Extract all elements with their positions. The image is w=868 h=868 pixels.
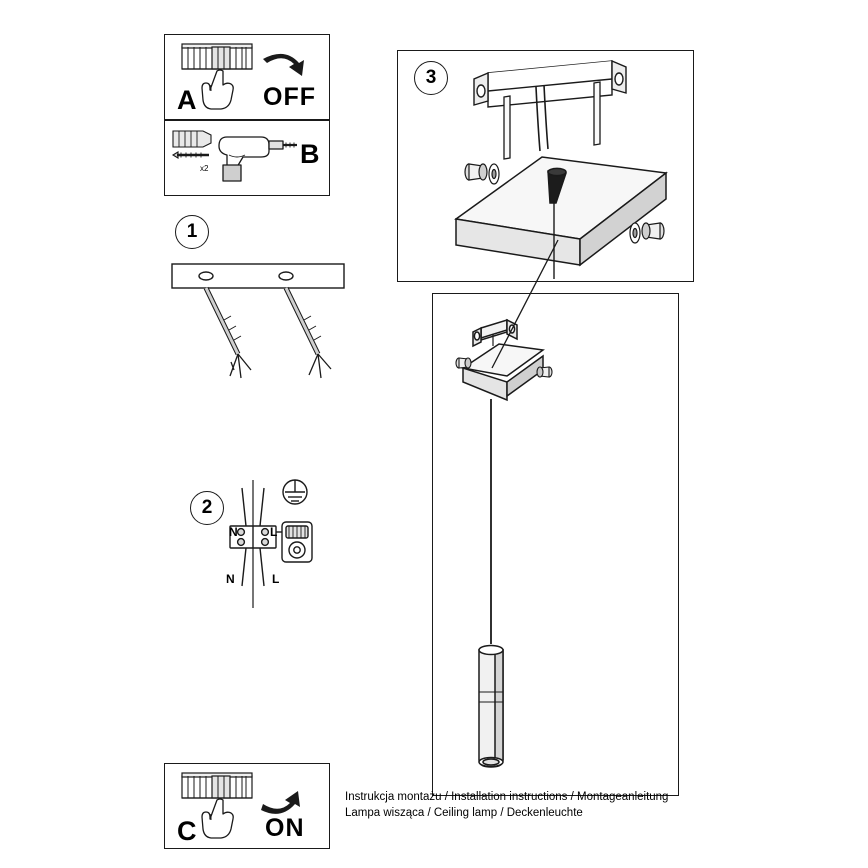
panel-a-action-label: OFF — [263, 83, 316, 111]
step-3-badge: 3 — [414, 61, 448, 95]
step-1-illustration — [168, 258, 408, 408]
panel-c-action-label: ON — [265, 814, 305, 842]
leader-line — [430, 230, 630, 390]
hand-icon — [202, 70, 233, 109]
mounting-bracket-icon — [474, 61, 626, 107]
lamp-cylinder-icon — [479, 646, 503, 768]
footer-line-2: Lampa wisząca / Ceiling lamp / Deckenleuchte — [345, 807, 583, 819]
panel-c-letter: C — [177, 816, 197, 846]
step-1-badge: 1 — [175, 215, 209, 249]
switch-block-icon — [182, 773, 252, 798]
panel-b-qty-label: x2 — [200, 164, 209, 173]
terminal-label-n-top: N — [229, 525, 238, 539]
wires-bottom-icon — [242, 548, 264, 608]
step-2-badge: 2 — [190, 491, 224, 525]
terminal-label-l-top: L — [270, 525, 278, 539]
panel-b-letter: B — [300, 139, 320, 169]
step-2-illustration — [222, 470, 352, 635]
panel-a-letter: A — [177, 85, 197, 115]
terminal-label-l-bottom: L — [272, 572, 280, 586]
cable-right-icon — [286, 288, 331, 378]
hand-icon — [202, 799, 233, 838]
wall-plug-icon — [173, 131, 211, 147]
screw-right-icon — [630, 223, 664, 243]
screw-icon — [173, 152, 209, 158]
footer-text — [345, 789, 845, 821]
panel-c — [164, 763, 330, 849]
socket-icon — [276, 522, 312, 562]
drill-icon — [219, 137, 297, 181]
terminal-label-n-bottom: N — [226, 572, 235, 586]
ceiling-bar-icon — [172, 264, 344, 288]
arrow-up-icon — [261, 791, 300, 814]
wires-top-icon — [242, 480, 264, 526]
switch-block-icon — [182, 44, 252, 69]
footer-line-1: Instrukcja montażu / Installation instructions / Montageanleitung — [345, 791, 669, 803]
arrow-down-icon — [263, 54, 304, 76]
earth-symbol-icon — [283, 480, 307, 504]
panel-a — [164, 34, 330, 120]
panel-b — [164, 120, 330, 196]
screw-left-icon — [465, 164, 499, 184]
cable-left-icon — [206, 288, 251, 378]
